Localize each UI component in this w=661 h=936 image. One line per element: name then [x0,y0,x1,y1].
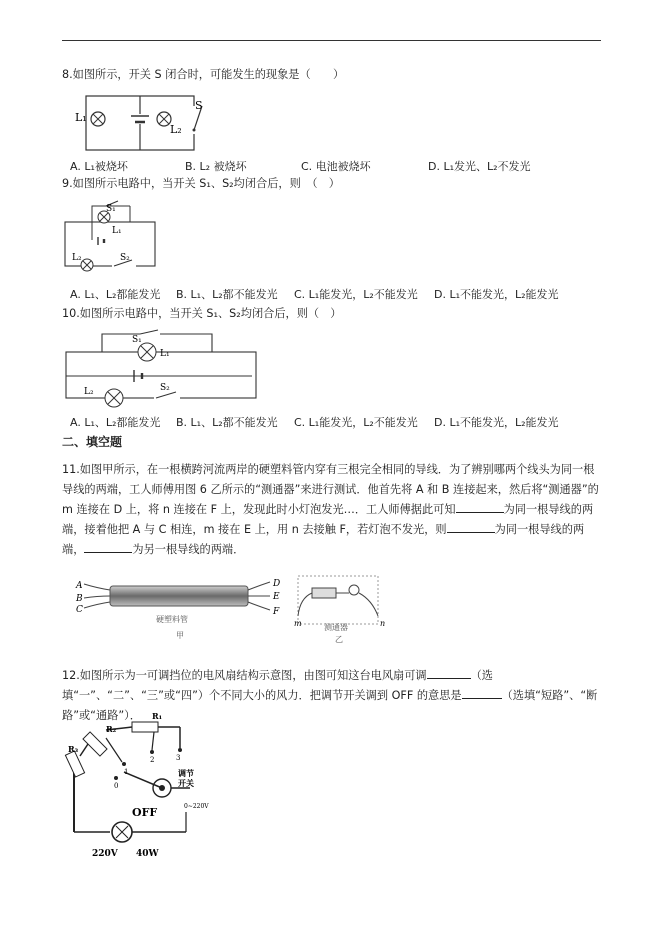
q8-circuit-diagram [74,92,224,157]
q8-s-label: S [195,99,203,112]
q12-knob-label: 调节 [178,768,194,778]
q12-part3: （选填“短路”、“断路”或“通路”）． [62,689,598,722]
q8-option-c: C. 电池被烧坏 [301,160,371,173]
q12-rating-power: 40W [136,849,159,859]
q8-l1-label: L₁ [75,111,87,124]
q11-blank-3[interactable] [84,540,132,553]
q10-option-a: A. L₁、L₂都能发光 [70,416,161,429]
q11-label-n: n [380,619,386,628]
q11-label-a: A [76,581,83,591]
q8-option-b: B. L₂ 被烧坏 [185,160,247,173]
q11-blank-2[interactable] [447,520,495,533]
q12-rating-voltage: 220V [92,849,118,859]
q11-label-f: F [273,607,280,617]
q11-tester-label: 测通器 [324,623,348,632]
q12-blank-1[interactable] [427,666,471,679]
q11-part2: 为同一根导线的两端，接着他把 A 与 C 相连，m 接在 E 上，用 n 去接触 F，若灯泡不发光，则 [62,503,594,536]
q11-part4: 为另一根导线的两端． [132,543,245,556]
q11-label-b: B [76,594,83,604]
q9-option-c: C. L₁能发光，L₂不能发光 [294,288,418,301]
q12-blank-2[interactable] [462,686,502,699]
q8-option-d: D. L₁发光、L₂不发光 [428,160,531,173]
q12-pos-3: 3 [176,754,181,762]
q11-blank-1[interactable] [456,500,504,513]
q10-l2-label: L₂ [84,387,94,397]
q10-option-c: C. L₁能发光，L₂不能发光 [294,416,418,429]
q12-part1: 12.如图所示为一可调挡位的电风扇结构示意图，由图可知这台电风扇可调 [62,669,427,682]
q10-option-b: B. L₁、L₂都不能发光 [176,416,278,429]
q11-label-m: m [294,619,302,628]
q11-part3: 为同一根导线的两端， [62,523,585,556]
q12-part2: （选填“一”、“二”、“三”或“四”）个不同大小的风力．把调节开关调到 OFF 的意思是 [62,669,493,702]
q9-l1-label: L₁ [112,226,122,236]
q8-stem: 8.如图所示，开关 S 闭合时，可能发生的现象是（ ） [62,68,345,81]
q11-jia-label: 甲 [176,631,184,640]
q9-option-a: A. L₁、L₂都能发光 [70,288,161,301]
q11-label-e: E [273,592,280,602]
q11-yi-label: 乙 [335,635,343,644]
q12-r1-label: R₁ [152,711,163,721]
q10-stem: 10.如图所示电路中，当开关 S₁、S₂均闭合后，则（ ） [62,307,342,320]
q11-label-c: C [76,605,83,615]
q9-l2-label: L₂ [72,253,82,263]
q12-pos-2: 2 [150,756,155,764]
q12-voltage-label: 0~220V [184,803,209,810]
q9-s1-label: S₁ [106,204,116,214]
q8-option-a: A. L₁被烧坏 [70,160,128,173]
q9-circuit-diagram [62,198,162,273]
q8-l2-label: L₂ [170,123,182,136]
q11-figure [72,574,392,644]
q12-pos-1: 1 [124,768,129,776]
q12-fan-diagram [66,712,226,860]
q12-off-label: OFF [132,806,158,819]
q9-option-d: D. L₁不能发光，L₂能发光 [434,288,559,301]
q9-stem: 9.如图所示电路中，当开关 S₁、S₂均闭合后，则 （ ） [62,177,340,190]
q11-part1: 11.如图甲所示，在一根横跨河流两岸的硬塑料管内穿有三根完全相同的导线．为了辨别哪两个线头为同一根导线的两端，工人师傅用图 6 乙所示的“测通器”来进行测试．他首先将 A 和 B 连接起来，然后将“测通器”的 m 连接在 D 上，将 n 连接在 F 上，发现此时小灯泡发光…．工人师傅据此可知 [62,463,599,516]
q10-option-d: D. L₁不能发光，L₂能发光 [434,416,559,429]
section-heading: 二、填空题 [62,435,123,449]
q9-option-b: B. L₁、L₂都不能发光 [176,288,278,301]
q10-l1-label: L₁ [160,349,170,359]
q12-r2-label: R₂ [106,724,117,734]
q11-text [62,460,602,560]
q9-s2-label: S₂ [120,253,130,263]
q11-label-d: D [273,579,281,589]
q11-pipe-label: 硬塑料管 [156,615,188,624]
top-rule [62,40,601,41]
q10-s2-label: S₂ [160,383,170,393]
q10-circuit-diagram [62,330,262,410]
q12-pos-0: 0 [114,782,119,790]
q10-s1-label: S₁ [132,335,142,345]
q12-r3-label: R₃ [68,744,79,754]
q12-knob-label-2: 开关 [178,778,194,788]
